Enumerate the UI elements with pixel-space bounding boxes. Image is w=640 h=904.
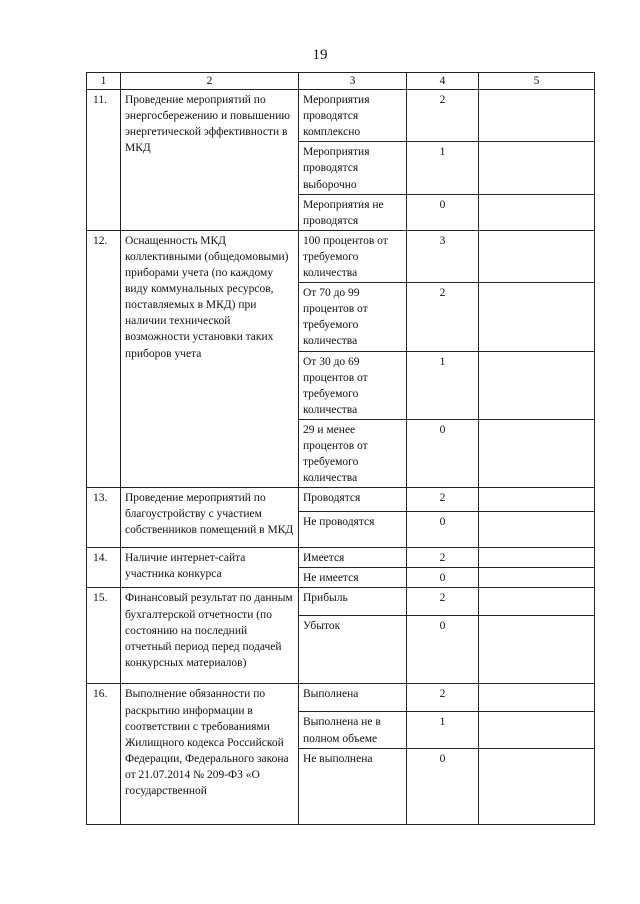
option-score: 2	[407, 90, 479, 142]
row-number: 16.	[87, 684, 121, 824]
option-text: Мероприятия проводятся комплексно	[299, 90, 407, 142]
option-score: 0	[407, 194, 479, 230]
option-text: Мероприятия не проводятся	[299, 194, 407, 230]
empty-cell	[479, 351, 595, 419]
criterion-text: Оснащенность МКД коллективными (общедомовыми) приборами учета (по каждому виду коммунальных ресурсов, поставляемых в МКД) при наличии технической возможности установки таких приборов учета	[121, 230, 299, 487]
empty-cell	[479, 748, 595, 824]
criterion-text: Финансовый результат по данным бухгалтерской отчетности (по состоянию на последний отчетный период перед подачей конкурсных материалов)	[121, 588, 299, 684]
row-number: 13.	[87, 488, 121, 548]
option-score: 0	[407, 748, 479, 824]
empty-cell	[479, 488, 595, 512]
empty-cell	[479, 684, 595, 712]
header-cell: 2	[121, 73, 299, 90]
option-score: 1	[407, 142, 479, 194]
header-cell: 4	[407, 73, 479, 90]
empty-cell	[479, 712, 595, 748]
option-text: 29 и менее процентов от требуемого количества	[299, 419, 407, 487]
row-number: 15.	[87, 588, 121, 684]
table-row	[87, 90, 595, 142]
option-text: Проводятся	[299, 488, 407, 512]
empty-cell	[479, 419, 595, 487]
header-cell: 5	[479, 73, 595, 90]
option-score: 0	[407, 568, 479, 588]
option-text: От 70 до 99 процентов от требуемого количества	[299, 283, 407, 351]
criterion-text: Проведение мероприятий по энергосбережению и повышению энергетической эффективности в МКД	[121, 90, 299, 231]
option-text: Имеется	[299, 548, 407, 568]
empty-cell	[479, 283, 595, 351]
header-cell: 1	[87, 73, 121, 90]
criterion-text: Выполнение обязанности по раскрытию информации в соответствии с требованиями Жилищного кодекса Российской Федерации, Федерального закона от 21.07.2014 № 209-ФЗ «О государственной	[121, 684, 299, 824]
option-text: Не имеется	[299, 568, 407, 588]
empty-cell	[479, 588, 595, 616]
row-number: 12.	[87, 230, 121, 487]
empty-cell	[479, 194, 595, 230]
option-text: Выполнена	[299, 684, 407, 712]
row-number: 14.	[87, 548, 121, 588]
option-score: 0	[407, 512, 479, 548]
option-score: 2	[407, 588, 479, 616]
option-text: Прибыль	[299, 588, 407, 616]
table-row	[87, 230, 595, 282]
table-row	[87, 684, 595, 712]
table-row	[87, 548, 595, 568]
option-score: 0	[407, 616, 479, 684]
option-score: 2	[407, 548, 479, 568]
criterion-text: Наличие интернет-сайта участника конкурса	[121, 548, 299, 588]
option-text: Не выполнена	[299, 748, 407, 824]
header-cell: 3	[299, 73, 407, 90]
empty-cell	[479, 568, 595, 588]
option-text: От 30 до 69 процентов от требуемого количества	[299, 351, 407, 419]
criteria-table	[86, 72, 595, 825]
empty-cell	[479, 548, 595, 568]
table-row	[87, 588, 595, 616]
table-row	[87, 488, 595, 512]
option-score: 2	[407, 488, 479, 512]
page-number: 19	[312, 47, 328, 63]
row-number: 11.	[87, 90, 121, 231]
option-score: 1	[407, 351, 479, 419]
option-score: 3	[407, 230, 479, 282]
option-text: Выполнена не в полном объеме	[299, 712, 407, 748]
option-score: 2	[407, 684, 479, 712]
criterion-text: Проведение мероприятий по благоустройству с участием собственников помещений в МКД	[121, 488, 299, 548]
empty-cell	[479, 230, 595, 282]
table-header-row	[87, 73, 595, 90]
option-score: 1	[407, 712, 479, 748]
option-score: 2	[407, 283, 479, 351]
option-text: Мероприятия проводятся выборочно	[299, 142, 407, 194]
empty-cell	[479, 90, 595, 142]
option-score: 0	[407, 419, 479, 487]
option-text: Убыток	[299, 616, 407, 684]
option-text: 100 процентов от требуемого количества	[299, 230, 407, 282]
empty-cell	[479, 512, 595, 548]
option-text: Не проводятся	[299, 512, 407, 548]
empty-cell	[479, 616, 595, 684]
empty-cell	[479, 142, 595, 194]
